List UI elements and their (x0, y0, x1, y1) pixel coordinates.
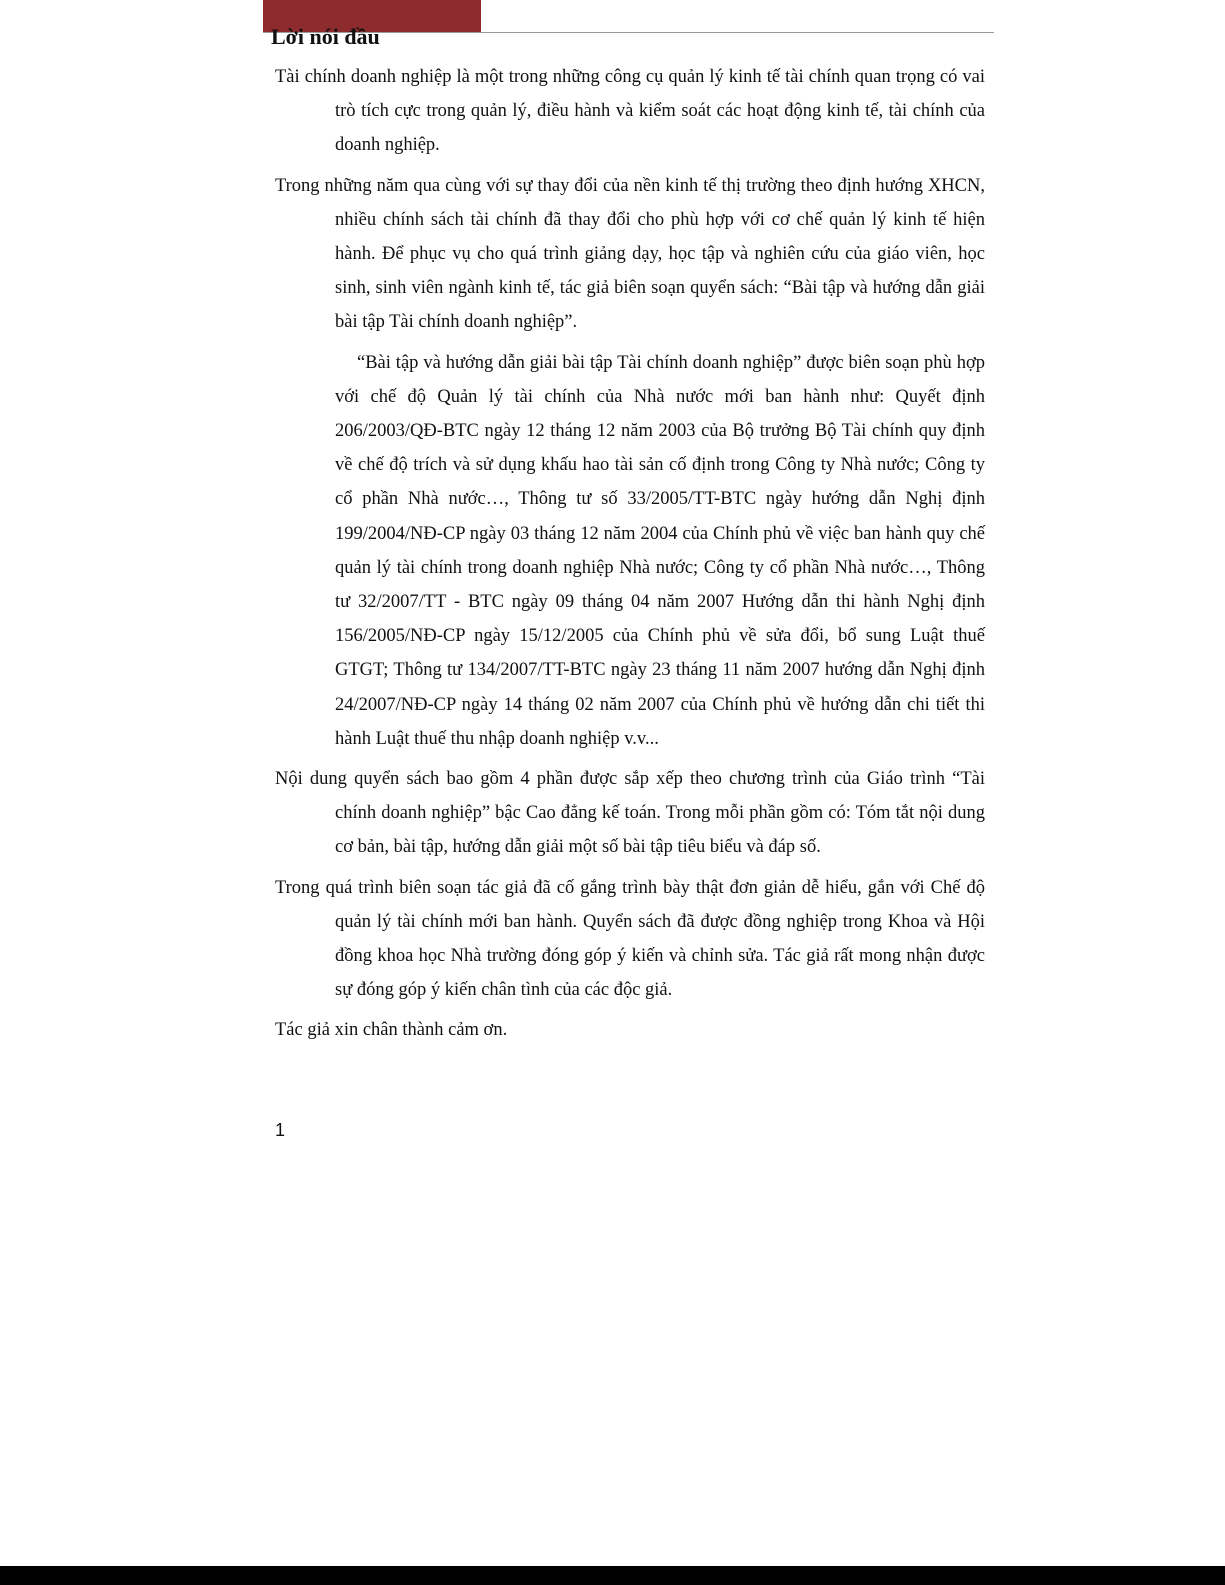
paragraph-compilation: Trong quá trình biên soạn tác giả đã cố gắng trình bày thật đơn giản dễ hiểu, gắn với Chế độ quản lý tài chính mới ban hành. Quyển sách đã được đồng nghiệp trong Khoa và Hội đồng khoa học Nhà trường đóng góp ý kiến và chỉnh sửa. Tác giả rất mong nhận được sự đóng góp ý kiến chân tình của các độc giả. (275, 877, 985, 1001)
paragraph-context: Trong những năm qua cùng với sự thay đổi của nền kinh tế thị trường theo định hướng XHCN, nhiều chính sách tài chính đã thay đổi cho phù hợp với cơ chế quản lý kinh tế hiện hành. Để phục vụ cho quá trình giảng dạy, học tập và nghiên cứu của giáo viên, học sinh, sinh viên ngành kinh tế, tác giả biên soạn quyển sách: “Bài tập và hướng dẫn giải bài tập Tài chính doanh nghiệp”. (275, 175, 985, 333)
paragraph-regulations: “Bài tập và hướng dẫn giải bài tập Tài chính doanh nghiệp” được biên soạn phù hợp với chế độ Quản lý tài chính của Nhà nước mới ban hành như: Quyết định 206/2003/QĐ-BTC ngày 12 tháng 12 năm 2003 của Bộ trưởng Bộ Tài chính quy định về chế độ trích và sử dụng khấu hao tài sản cố định trong Công ty Nhà nước; Công ty cổ phần Nhà nước…, Thông tư số 33/2005/TT-BTC ngày hướng dẫn Nghị định 199/2004/NĐ-CP ngày 03 tháng 12 năm 2004 của Chính phủ về việc ban hành quy chế quản lý tài chính trong doanh nghiệp Nhà nước; Công ty cổ phần Nhà nước…, Thông tư 32/2007/TT - BTC ngày 09 tháng 04 năm 2007 Hướng dẫn thi hành Nghị định 156/2005/NĐ-CP ngày 15/12/2005 của Chính phủ về sửa đổi, bổ sung Luật thuế GTGT; Thông tư 134/2007/TT-BTC ngày 23 tháng 11 năm 2007 hướng dẫn Nghị định 24/2007/NĐ-CP ngày 14 tháng 02 năm 2007 của Chính phủ về hướng dẫn chi tiết thi hành Luật thuế thu nhập doanh nghiệp v.v... (335, 352, 985, 749)
page-number: 1 (275, 1120, 286, 1140)
page-title: Lời nói đầu (271, 24, 380, 49)
document-body (275, 60, 985, 1054)
paragraph-thanks: Tác giả xin chân thành cảm ơn. (275, 1020, 508, 1041)
paragraph-intro: Tài chính doanh nghiệp là một trong những công cụ quản lý kinh tế tài chính quan trọng có vai trò tích cực trong quản lý, điều hành và kiểm soát các hoạt động kinh tế, tài chính của doanh nghiệp. (275, 67, 985, 156)
bottom-border (0, 1566, 1225, 1585)
paragraph-contents: Nội dung quyển sách bao gồm 4 phần được sắp xếp theo chương trình của Giáo trình “Tài chính doanh nghiệp” bậc Cao đẳng kế toán. Trong mỗi phần gồm có: Tóm tắt nội dung cơ bản, bài tập, hướng dẫn giải một số bài tập tiêu biểu và đáp số. (275, 769, 985, 858)
